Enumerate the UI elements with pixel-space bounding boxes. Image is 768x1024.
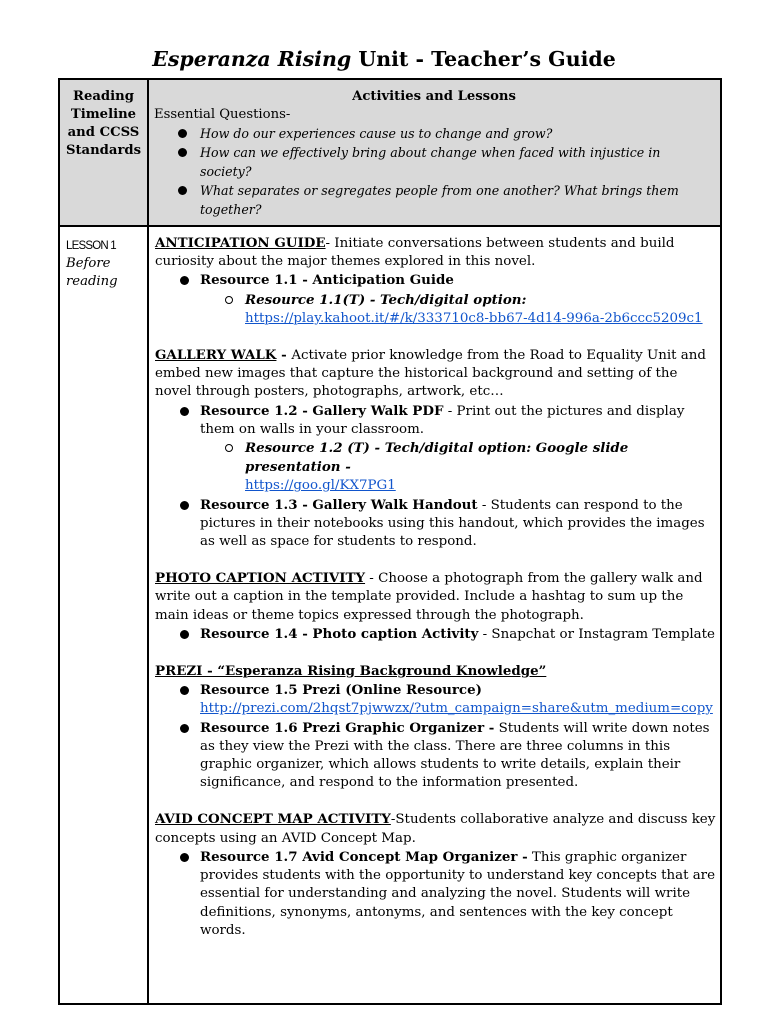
- question-text: How can we effectively bring about change when faced with injustice in society?: [200, 145, 661, 179]
- header-left-line: and CCSS: [67, 125, 140, 140]
- resource-item: [155, 402, 716, 496]
- circle-bullet-icon: [225, 444, 233, 452]
- sub-resource-name: Resource 1.1(T) - Tech/digital option:: [245, 291, 527, 308]
- resource-name: Resource 1.6 Prezi Graphic Organizer -: [200, 719, 495, 736]
- resource-text: - Snapchat or Instagram Template: [478, 626, 715, 642]
- bullet-icon: [180, 686, 189, 695]
- section-photo-caption: [155, 569, 716, 644]
- resource-name: Resource 1.1 - Anticipation Guide: [200, 272, 454, 289]
- title-italic: Esperanza Rising: [152, 47, 352, 71]
- resource-name: Resource 1.4 - Photo caption Activity: [200, 625, 479, 642]
- resource-text: Students will write down notes as they view the Prezi with the class. There are three columns in this graphic organizer, which allows students to write details, explain their significance, and respond to the information presented.: [200, 720, 710, 791]
- bullet-icon: [178, 148, 187, 157]
- section-text: - Initiate conversations between students and build curiosity about the major themes explored in this novel.: [155, 236, 675, 270]
- question-text: What separates or segregates people from one another? What brings them together?: [200, 183, 679, 217]
- activities-cell: [148, 226, 721, 1004]
- section-heading: GALLERY WALK: [155, 347, 277, 364]
- section-heading: PHOTO CAPTION ACTIVITY: [155, 570, 366, 587]
- resource-text: - Print out the pictures and display them on walls in your classroom.: [200, 403, 685, 437]
- section-anticipation-guide: [155, 234, 716, 328]
- lesson-note-line: Before: [66, 256, 111, 271]
- header-left-line: Standards: [65, 143, 142, 158]
- resource-text: - Students can respond to the pictures in their notebooks using this handout, which provides the images as well as space for students to respond.: [200, 497, 705, 550]
- section-heading: AVID CONCEPT MAP ACTIVITY: [155, 811, 391, 828]
- google-slides-link[interactable]: https://goo.gl/KX7PG1: [245, 478, 396, 494]
- bullet-icon: [178, 186, 187, 195]
- lesson-row: [59, 226, 721, 1004]
- section-heading: ANTICIPATION GUIDE: [155, 235, 326, 251]
- section-text: Activate prior knowledge from the Road to Equality Unit and embed new images that capture the historical background and setting of the novel through posters, photographs, artwork, etc…: [155, 348, 706, 400]
- bullet-icon: [180, 501, 189, 510]
- activities-title: Activities and Lessons: [352, 89, 516, 104]
- resource-item: [155, 496, 716, 552]
- section-heading: PREZI - “Esperanza Rising Background Knowledge”: [155, 663, 547, 680]
- circle-bullet-icon: [225, 296, 233, 304]
- header-left-line: Timeline: [70, 107, 137, 122]
- lesson-cell: [59, 226, 148, 1004]
- sub-resource-name: Resource 1.2 (T) - Tech/digital option: Google slide presentation -: [245, 440, 629, 476]
- bullet-icon: [180, 276, 189, 285]
- section-dash: -: [276, 347, 292, 364]
- resource-item: [155, 681, 716, 718]
- title-rest: Unit - Teacher’s Guide: [351, 47, 616, 71]
- section-prezi: [155, 662, 716, 792]
- section-text: - Choose a photograph from the gallery walk and write out a caption in the template provided. Include a hashtag to sum up the main ideas or theme topics expressed through the photograph.: [155, 571, 703, 623]
- lesson-note-line: reading: [66, 274, 118, 289]
- bullet-icon: [180, 630, 189, 639]
- bullet-icon: [180, 407, 189, 416]
- essential-questions-list: [154, 124, 714, 219]
- kahoot-link[interactable]: https://play.kahoot.it/#/k/333710c8-bb67-4d14-996a-2b6ccc5209c1: [245, 310, 703, 326]
- header-left-line: Reading: [73, 89, 134, 104]
- teachers-guide-table: [58, 78, 722, 1005]
- resource-name: Resource 1.3 - Gallery Walk Handout: [200, 496, 478, 513]
- bullet-icon: [180, 724, 189, 733]
- essential-questions-label: Essential Questions-: [154, 107, 291, 122]
- essential-question: [154, 181, 714, 219]
- header-row: [59, 79, 721, 226]
- section-avid-concept-map: [155, 810, 716, 939]
- prezi-link[interactable]: http://prezi.com/2hqst7pjwwzx/?utm_campaign=share&utm_medium=copy: [200, 701, 713, 717]
- resource-name: Resource 1.7 Avid Concept Map Organizer -: [200, 848, 528, 865]
- page-title: [0, 47, 768, 71]
- section-gallery-walk: [155, 346, 716, 551]
- bullet-icon: [178, 129, 187, 138]
- resource-item: [155, 848, 716, 940]
- header-activities: [148, 79, 721, 226]
- sub-resource-item: [200, 291, 716, 328]
- resource-item: [155, 719, 716, 793]
- question-text: How do our experiences cause us to change and grow?: [200, 126, 553, 141]
- essential-question: [154, 124, 714, 143]
- lesson-tag: LESSON 1: [66, 240, 116, 252]
- resource-item: [155, 625, 716, 644]
- resource-item: [155, 271, 716, 328]
- bullet-icon: [180, 853, 189, 862]
- resource-name: Resource 1.2 - Gallery Walk PDF: [200, 402, 444, 419]
- section-text: -Students collaborative analyze and discuss key concepts using an AVID Concept Map.: [155, 812, 716, 846]
- essential-question: [154, 143, 714, 181]
- resource-name: Resource 1.5 Prezi (Online Resource): [200, 682, 482, 699]
- header-reading-timeline: [59, 79, 148, 226]
- sub-resource-item: [200, 439, 716, 496]
- resource-text: This graphic organizer provides students with the opportunity to understand key concepts that are essential for understanding and analyzing the novel. Students will write definitions, synonyms, antonyms, and sentences with the key concept words.: [200, 849, 716, 938]
